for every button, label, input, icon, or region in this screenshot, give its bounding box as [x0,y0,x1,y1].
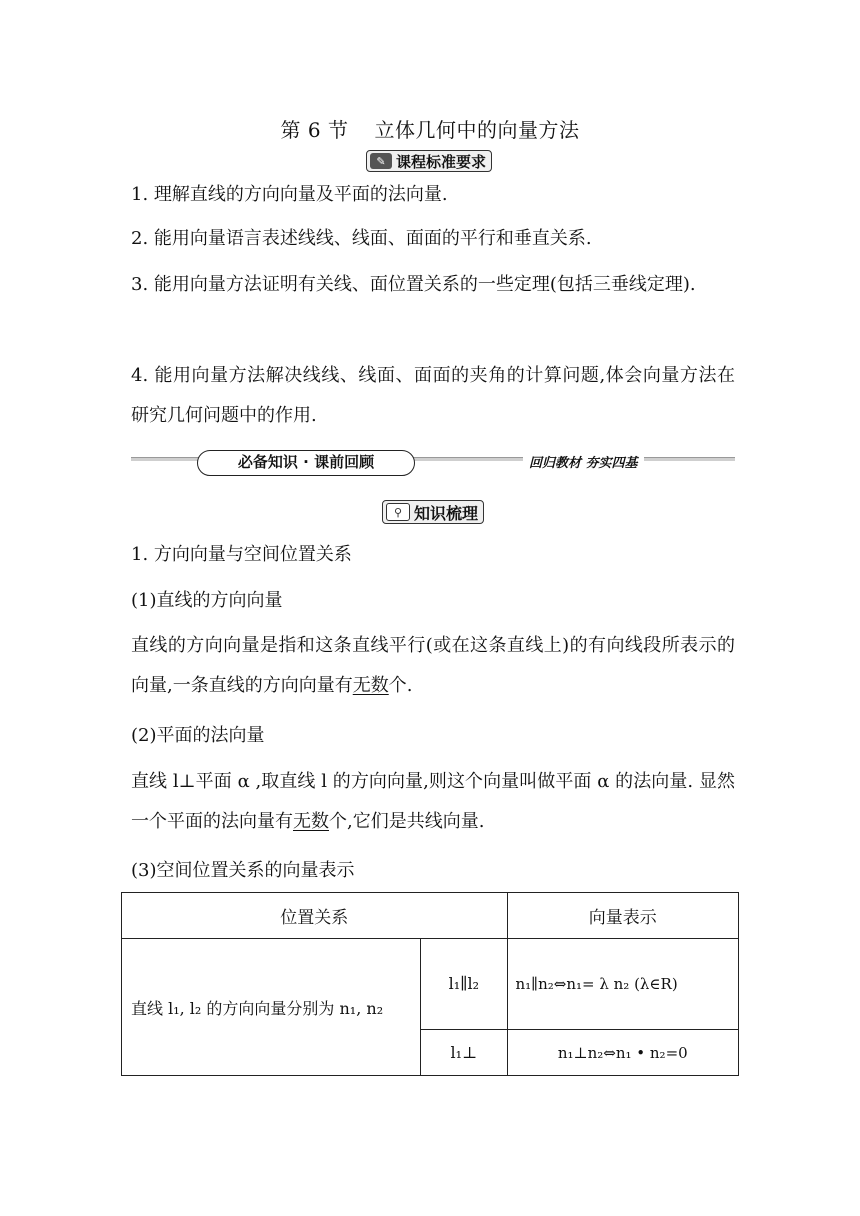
paragraph-plane-normal [131,762,735,842]
relation-perpendicular: l₁⊥ [421,1030,507,1076]
section-name: 立体几何中的向量方法 [374,118,580,142]
requirement-4: 4. 能用向量方法解决线线、线面、面面的夹角的计算问题,体会向量方法在研究几何问题中的作用. [131,365,735,426]
compass-icon: ⚲ [386,503,410,521]
paragraph-text: 直线 l⊥平面 α ,取直线 l 的方向向量,则这个向量叫做平面 α 的法向量. 显然一个平面的法向量有 [131,771,735,832]
underlined-answer: 无数 [352,675,389,696]
requirement-2: 2. 能用向量语言表述线线、线面、面面的平行和垂直关系. [131,228,592,249]
table-row [122,939,739,1030]
vector-perpendicular: n₁⊥n₂⇔n₁ • n₂=0 [507,1030,739,1076]
knowledge-badge [382,500,484,524]
heading-line-direction: (1)直线的方向向量 [131,590,283,611]
knowledge-badge-label: 知识梳理 [414,503,479,523]
requirement-3: 3. 能用向量方法证明有关线、面位置关系的一些定理(包括三垂线定理). [131,274,696,295]
section-banner [131,450,735,476]
standard-badge-label: 课程标准要求 [396,152,487,171]
page-title [0,114,860,143]
heading-vector-representation: (3)空间位置关系的向量表示 [131,860,355,881]
requirement-1: 1. 理解直线的方向向量及平面的法向量. [131,184,448,205]
paragraph-line-direction [131,626,735,706]
underlined-answer: 无数 [293,811,329,832]
paragraph-text: 个. [388,675,413,696]
table-header-row [122,893,739,939]
section-number: 第 6 节 [280,118,349,142]
banner-motto: 回归教材 夯实四基 [523,452,644,471]
header-position: 位置关系 [122,893,508,939]
vector-parallel: n₁∥n₂⇔n₁= λ n₂ (λ∈R) [507,939,739,1030]
paragraph-text: 个,它们是共线向量. [329,811,485,832]
header-vector: 向量表示 [507,893,739,939]
heading-plane-normal: (2)平面的法向量 [131,725,265,746]
paragraph-text: 直线的方向向量是指和这条直线平行(或在这条直线上)的有向线段所表示的向量,一条直线的方向向量有 [131,635,735,696]
relation-parallel: l₁∥l₂ [421,939,507,1030]
standard-badge [366,150,492,172]
heading-direction-vector: 1. 方向向量与空间位置关系 [131,544,352,565]
banner-label: 必备知识 · 课前回顾 [197,450,415,476]
relation-table [121,892,739,1076]
book-icon: ✎ [370,153,392,169]
row-label: 直线 l₁, l₂ 的方向向量分别为 n₁, n₂ [122,939,421,1076]
